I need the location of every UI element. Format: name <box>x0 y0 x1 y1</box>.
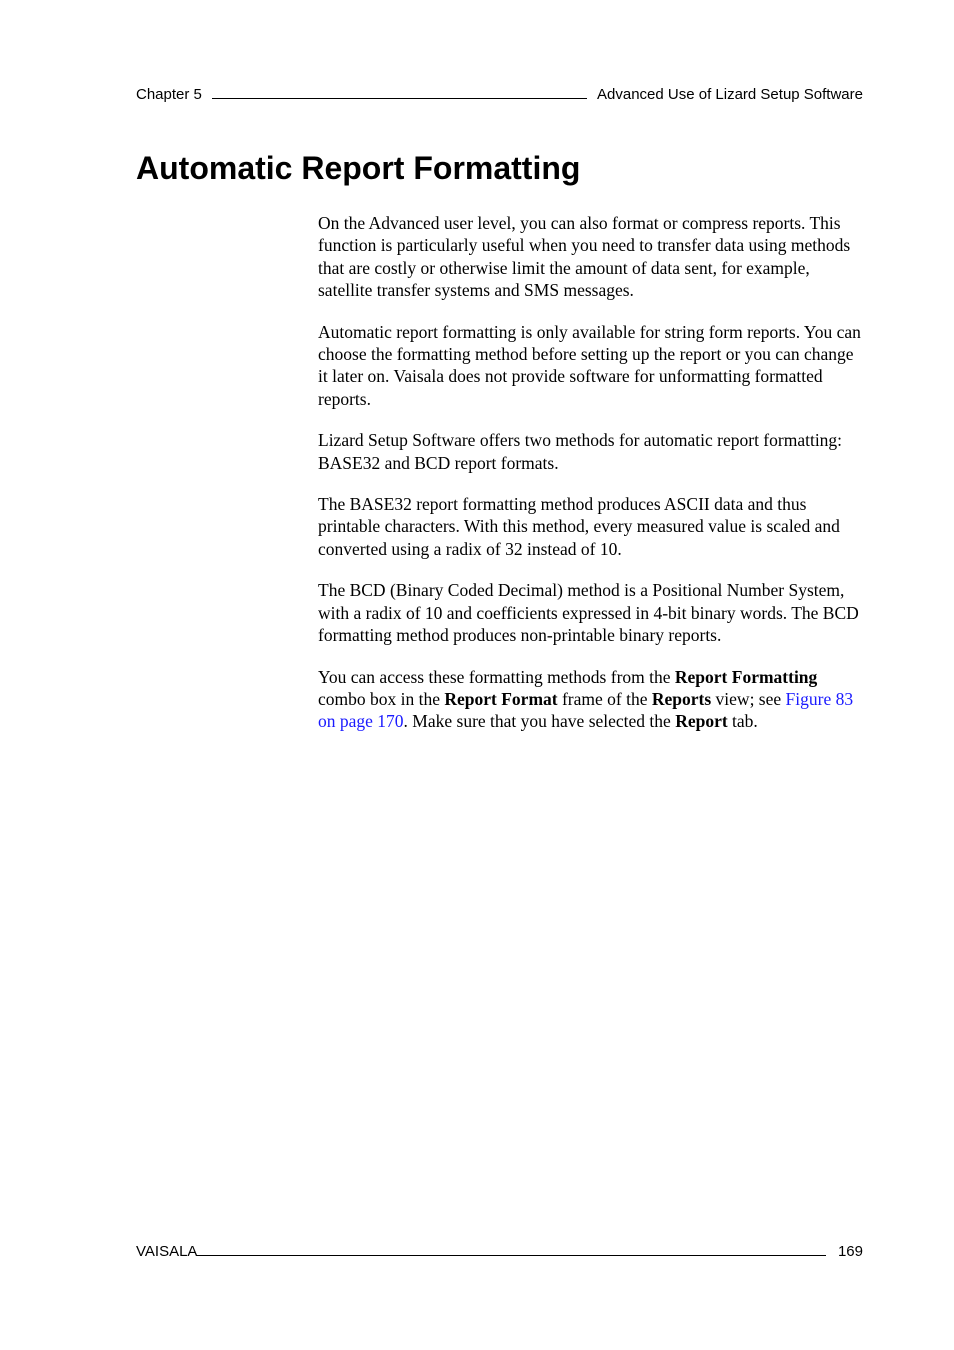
paragraph-base32: The BASE32 report formatting method produces ASCII data and thus printable characters. With this method, every measured value is scaled and converted using a radix of 32 instead of 10. <box>318 494 840 559</box>
paragraph-availability: Automatic report formatting is only available for string form reports. You can choose the formatting method before setting up the report or you can change it later on. Vaisala does not provide software for unformatting formatted reports. <box>318 321 861 409</box>
chapter-label: Chapter 5 <box>136 86 202 103</box>
bold-report-format: Report Format <box>444 688 558 709</box>
header-section-title: Advanced Use of Lizard Setup Software <box>597 86 863 103</box>
company-name: VAISALA <box>136 1243 198 1260</box>
footer-rule <box>197 1243 826 1256</box>
text-segment: frame of the <box>557 688 652 709</box>
page-footer <box>136 1243 863 1260</box>
page-number: 169 <box>837 1243 863 1260</box>
bold-report: Report <box>675 711 728 732</box>
page-title: Automatic Report Formatting <box>136 150 581 186</box>
paragraph-access <box>318 666 863 733</box>
paragraph-methods: Lizard Setup Software offers two methods for automatic report formatting: BASE32 and BCD report formats. <box>318 430 843 473</box>
text-segment: tab. <box>727 711 758 732</box>
text-segment: view; see <box>711 688 786 709</box>
header-rule <box>212 86 587 99</box>
page-header <box>136 86 863 103</box>
paragraph-intro: On the Advanced user level, you can also format or compress reports. This function is particularly useful when you need to transfer data using methods that are costly or otherwise limit the amount of data sent, for example, satellite transfer systems and SMS messages. <box>318 213 851 301</box>
bold-reports: Reports <box>651 688 712 709</box>
text-segment: combo box in the <box>318 688 445 709</box>
bold-report-formatting: Report Formatting <box>674 666 818 687</box>
body-text <box>318 212 863 752</box>
text-segment: You can access these formatting methods from the <box>318 666 675 687</box>
text-segment: . Make sure that you have selected the <box>403 711 676 732</box>
paragraph-bcd: The BCD (Binary Coded Decimal) method is a Positional Number System, with a radix of 10 and coefficients expressed in 4-bit binary words. The BCD formatting method produces non-printable binary reports. <box>318 580 859 646</box>
figure-83-link[interactable]: Figure 83 on page 170 <box>318 688 854 732</box>
